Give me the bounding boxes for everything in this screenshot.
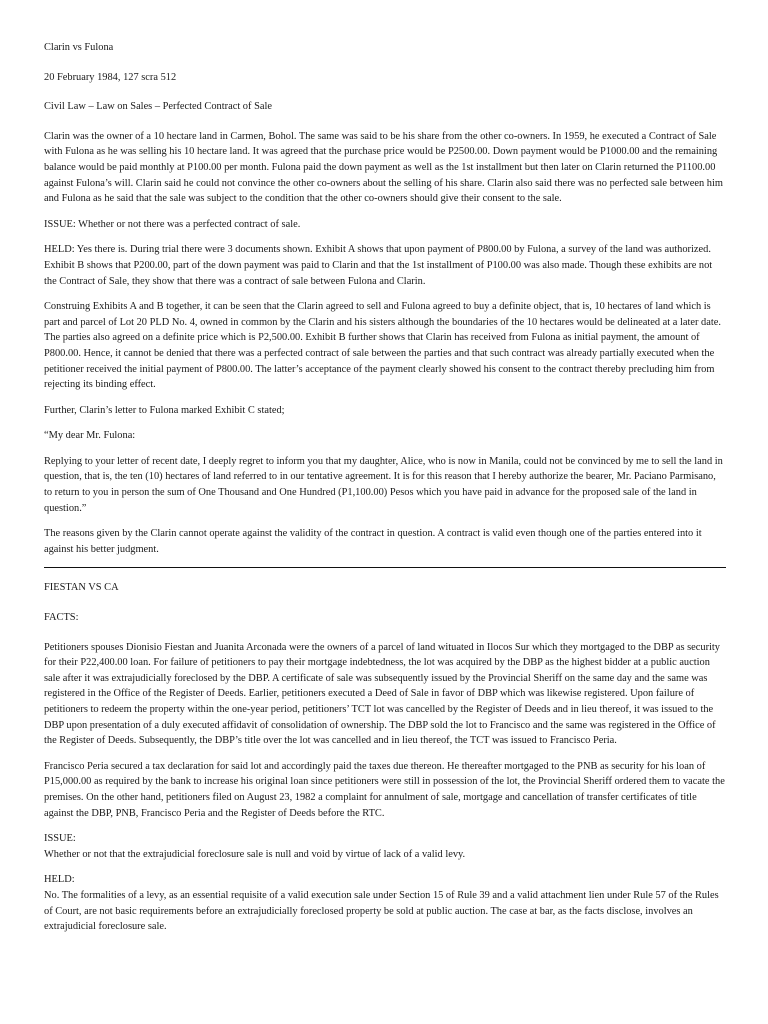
- section-divider: [44, 567, 726, 568]
- issue-paragraph: ISSUE: Whether or not there was a perfected contract of sale.: [44, 218, 301, 230]
- case2-held-paragraph: No. The formalities of a levy, as an essential requisite of a valid execution sale under Section 15 of Rule 39 and a valid attachment lien under Rule 57 of the Rules of Court, are not basic requirements before an extrajudicially foreclosed property be sold at public auction. The case at bar, as the facts disclose, involves an extrajudicial foreclosure sale.: [44, 889, 719, 933]
- case-title: Clarin vs Fulona: [44, 42, 114, 53]
- case2-facts-paragraph: Petitioners spouses Dionisio Fiestan and Juanita Arconada were the owners of a parcel of land wituated in Ilocos Sur which they mortgaged to the DBP as security for their P22,400.00 loan. For failure of petitioners to pay their mortgage indebtedness, the lot was acquired by the DBP as the highest bidder at a public auction sale after it was extrajudicially foreclosed by the DBP. A certificate of sale was subsequently issued by the Provincial Sheriff on the same day and the same was registered in the Office of the Register of Deeds. Earlier, petitioners executed a Deed of Sale in favor of DBP which was likewise registered. Upon failure of petitioners to redeem the property within the one-year period, petitioners’ TCT lot was cancelled by the Register of Deeds and in lieu thereof, it was issued to the DBP upon presentation of a duly executed affidavit of consolidation of ownership. The DBP sold the lot to Francisco and the same was registered in the Office of the Register of Deeds. Subsequently, the DBP’s title over the lot was cancelled and in lieu thereof, the TCT was issued to Francisco Peria.: [44, 641, 721, 747]
- case2-facts2-paragraph: Francisco Peria secured a tax declaration for said lot and accordingly paid the taxes due thereon. He thereafter mortgaged to the PNB as security for his loan of P15,000.00 as required by the bank to increase his original loan since petitioners were still in possession of the lot, the Provincial Sheriff ordered them to vacate the premises. On the other hand, petitioners filed on August 23, 1982 a complaint for annulment of sale, mortgage and cancellation of transfer certificates of title against the DBP, PNB, Francisco Peria and the Register of Deeds before the RTC.: [44, 760, 725, 819]
- letter-body: Replying to your letter of recent date, I deeply regret to inform you that my daughter, Alice, who is now in Manila, could not be convinced by me to sell the land in question, that is, the ten (10) hectares of land referred to in our tentative agreement. It is for this reason that I hereby authorize the bearer, Mr. Paciano Parmisano, to return to you in person the sum of One Thousand and One Hundred (P1,100.00) Pesos which you have paid in advance for the proposed sale of the land in question.”: [44, 455, 723, 514]
- letter-salutation: “My dear Mr. Fulona:: [44, 430, 136, 442]
- further-paragraph: Further, Clarin’s letter to Fulona marked Exhibit C stated;: [44, 404, 285, 416]
- case-citation: 20 February 1984, 127 scra 512: [44, 71, 177, 83]
- case2-held-label: HELD:: [44, 874, 75, 886]
- held-paragraph: HELD: Yes there is. During trial there were 3 documents shown. Exhibit A shows that upon payment of P800.00 by Fulona, a survey of the land was authorized. Exhibit B shows that P200.00, part of the down payment was paid to Clarin and that the 1st installment of P100.00 was also made. Though these exhibits are not the Contract of Sale, they show that there was a contract of sale between Fulona and Clarin.: [44, 244, 713, 287]
- case2-issue-label: ISSUE:: [44, 833, 76, 845]
- case2-title: FIESTAN VS CA: [44, 582, 119, 594]
- case2-facts-label: FACTS:: [44, 612, 79, 624]
- case2-issue-paragraph: Whether or not that the extrajudicial foreclosure sale is null and void by virtue of lack of a valid levy.: [44, 848, 466, 860]
- conclusion-paragraph: The reasons given by the Clarin cannot operate against the validity of the contract in question. A contract is valid even though one of the parties entered into it against his better judgment.: [44, 528, 702, 555]
- construing-paragraph: Construing Exhibits A and B together, it can be seen that the Clarin agreed to sell and Fulona agreed to buy a definite object, that is, 10 hectares of land which is part and parcel of Lot 20 PLD No. 4, owned in common by the Clarin and his sisters although the boundaries of the 10 hectares would be delineated at a later date. The parties also agreed on a definite price which is P2,500.00. Exhibit B further shows that Clarin has received from Fulona as initial payment, the amount of P800.00. Hence, it cannot be denied that there was a perfected contract of sale between the parties and that such contract was already partially executed when the petitioner received the initial payment of P800.00. The latter’s acceptance of the payment clearly showed his consent to the contract thereby precluding him from rejecting its binding effect.: [44, 301, 721, 391]
- case-topic: Civil Law – Law on Sales – Perfected Contract of Sale: [44, 101, 272, 113]
- facts-paragraph: Clarin was the owner of a 10 hectare land in Carmen, Bohol. The same was said to be his share from the other co-owners. In 1959, he executed a Contract of Sale with Fulona as he was selling his 10 hectare land. It was agreed that the purchase price would be P2500.00. Down payment would be P1000.00 and the remaining balance would be paid monthly at P100.00 per month. Fulona paid the down payment as well as the 1st installment but then later on Clarin returned the P1100.00 against Fulona’s will. Clarin said he could not convince the other co-owners about the selling of his share. Clarin also said there was no perfected sale between him and Fulona as he said that the sale was subject to the condition that the other co-owners should give their consent to the sale.: [44, 130, 723, 205]
- document-page: [44, 40, 726, 945]
